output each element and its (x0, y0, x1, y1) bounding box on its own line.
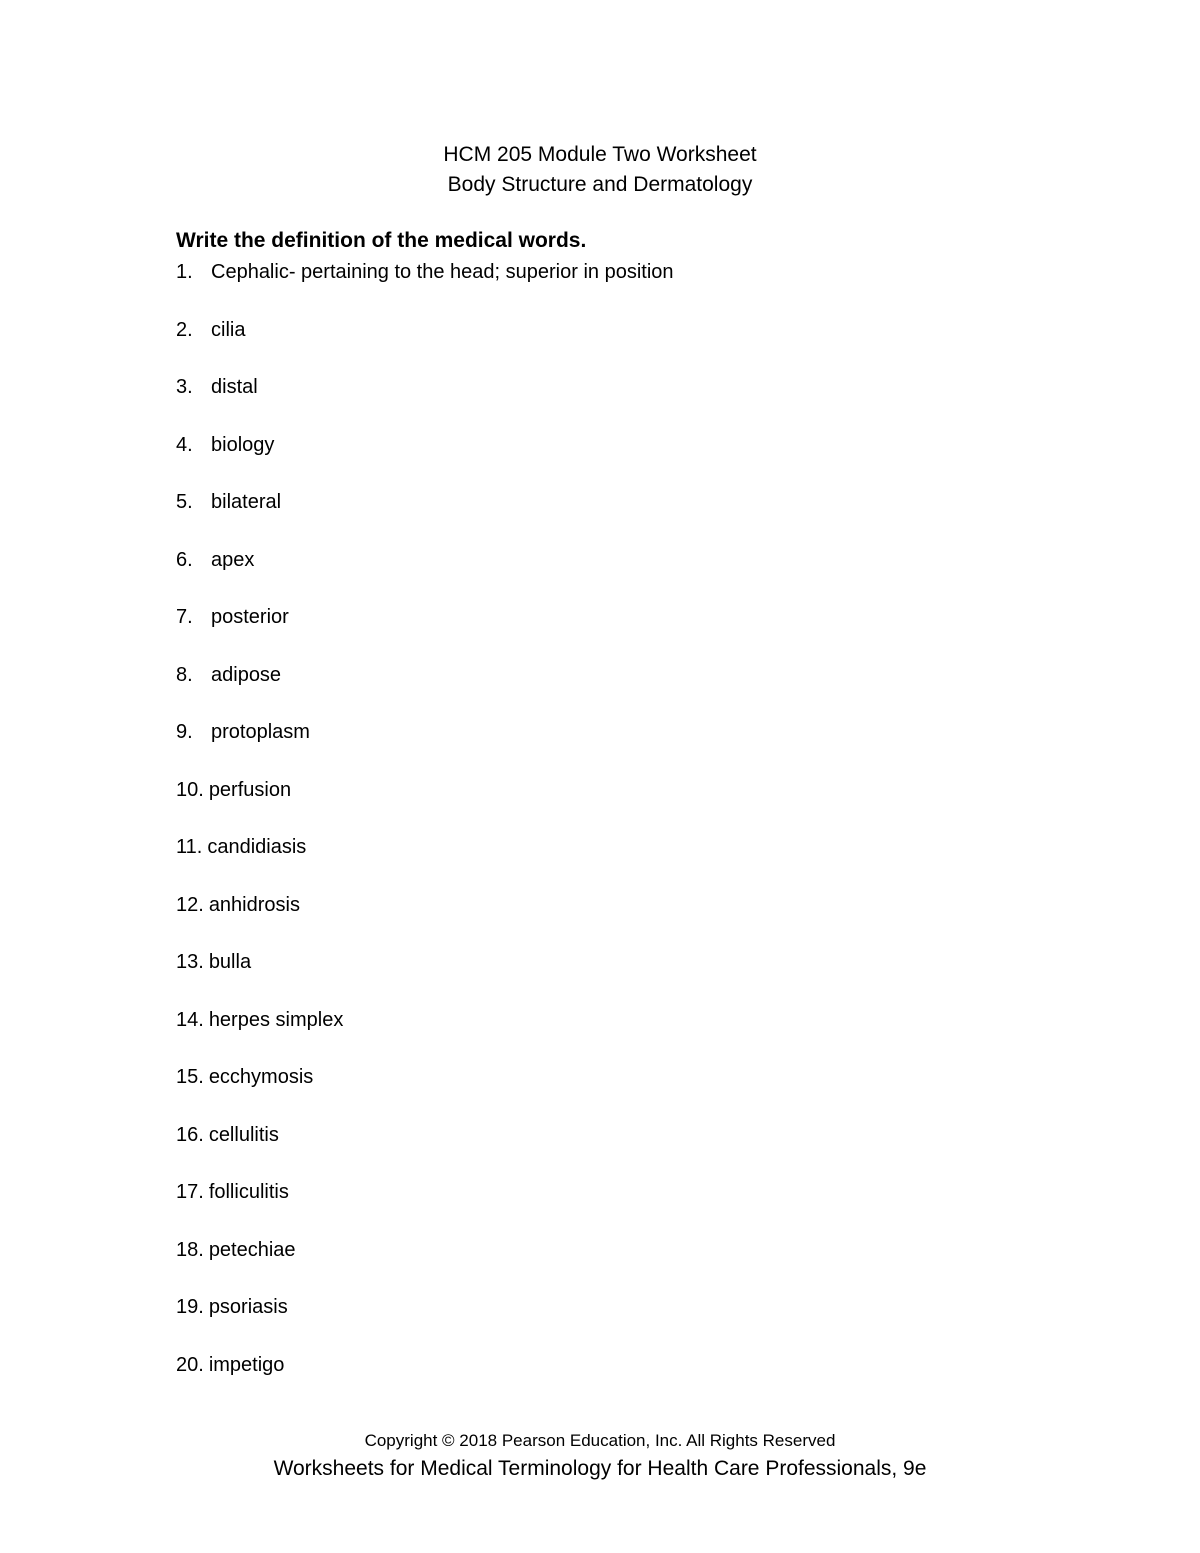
list-item (176, 775, 674, 833)
item-text: impetigo (208, 1353, 285, 1376)
item-text: bulla (208, 951, 252, 973)
item-number: 13. (176, 951, 204, 973)
item-number: 1. (176, 261, 193, 283)
item-number: 18. (176, 1238, 204, 1261)
item-number: 16. (176, 1123, 204, 1146)
list-item (176, 1120, 674, 1178)
list-item (176, 372, 674, 430)
item-number: 4. (176, 433, 193, 456)
item-text: Cephalic- pertaining to the head; superior in position (211, 261, 674, 283)
worksheet-header (0, 140, 1200, 200)
item-number: 17. (176, 1181, 204, 1203)
list-item (176, 717, 674, 775)
footer-book-title: Worksheets for Medical Terminology for Health Care Professionals, 9e (273, 1457, 927, 1480)
page-title: HCM 205 Module Two Worksheet (443, 143, 757, 166)
list-item (176, 660, 674, 718)
item-text: distal (211, 376, 258, 398)
list-item (176, 1005, 674, 1063)
item-text: cilia (211, 318, 246, 341)
item-number: 2. (176, 318, 193, 341)
item-text: folliculitis (208, 1181, 289, 1203)
list-item (176, 1177, 674, 1235)
item-number: 20. (176, 1353, 204, 1376)
item-number: 12. (176, 893, 204, 916)
list-item (176, 602, 674, 660)
item-text: petechiae (208, 1238, 296, 1261)
list-item (176, 430, 674, 488)
item-text: herpes simplex (208, 1008, 344, 1031)
item-text: adipose (211, 663, 282, 686)
item-text: psoriasis (208, 1296, 288, 1318)
item-text: anhidrosis (208, 893, 300, 916)
item-text: candidiasis (207, 836, 307, 858)
list-item (176, 257, 674, 315)
item-number: 6. (176, 548, 193, 571)
item-text: apex (211, 548, 255, 571)
list-item (176, 1350, 674, 1408)
list-item (176, 1292, 674, 1350)
item-text: bilateral (211, 491, 282, 513)
list-item (176, 947, 674, 1005)
list-item (176, 890, 674, 948)
list-item (176, 1062, 674, 1120)
medical-word-list (176, 257, 674, 1407)
item-text: ecchymosis (208, 1066, 314, 1088)
instruction-text: Write the definition of the medical words. (176, 229, 587, 252)
item-text: cellulitis (208, 1123, 279, 1146)
item-number: 5. (176, 491, 193, 513)
list-item (176, 487, 674, 545)
item-number: 15. (176, 1066, 204, 1088)
page-subtitle: Body Structure and Dermatology (447, 173, 753, 196)
list-item (176, 315, 674, 373)
item-text: biology (211, 433, 275, 456)
item-number: 8. (176, 663, 193, 686)
item-number: 14. (176, 1008, 204, 1031)
list-item (176, 1235, 674, 1293)
item-text: perfusion (208, 778, 292, 801)
item-number: 9. (176, 721, 193, 743)
item-text: posterior (211, 606, 289, 628)
footer-copyright: Copyright © 2018 Pearson Education, Inc. All Rights Reserved (364, 1431, 836, 1450)
list-item (176, 832, 674, 890)
list-item (176, 545, 674, 603)
item-number: 7. (176, 606, 193, 628)
item-number: 3. (176, 376, 193, 398)
item-number: 11. (176, 836, 203, 858)
item-text: protoplasm (211, 721, 310, 743)
item-number: 19. (176, 1296, 204, 1318)
item-number: 10. (176, 778, 204, 801)
